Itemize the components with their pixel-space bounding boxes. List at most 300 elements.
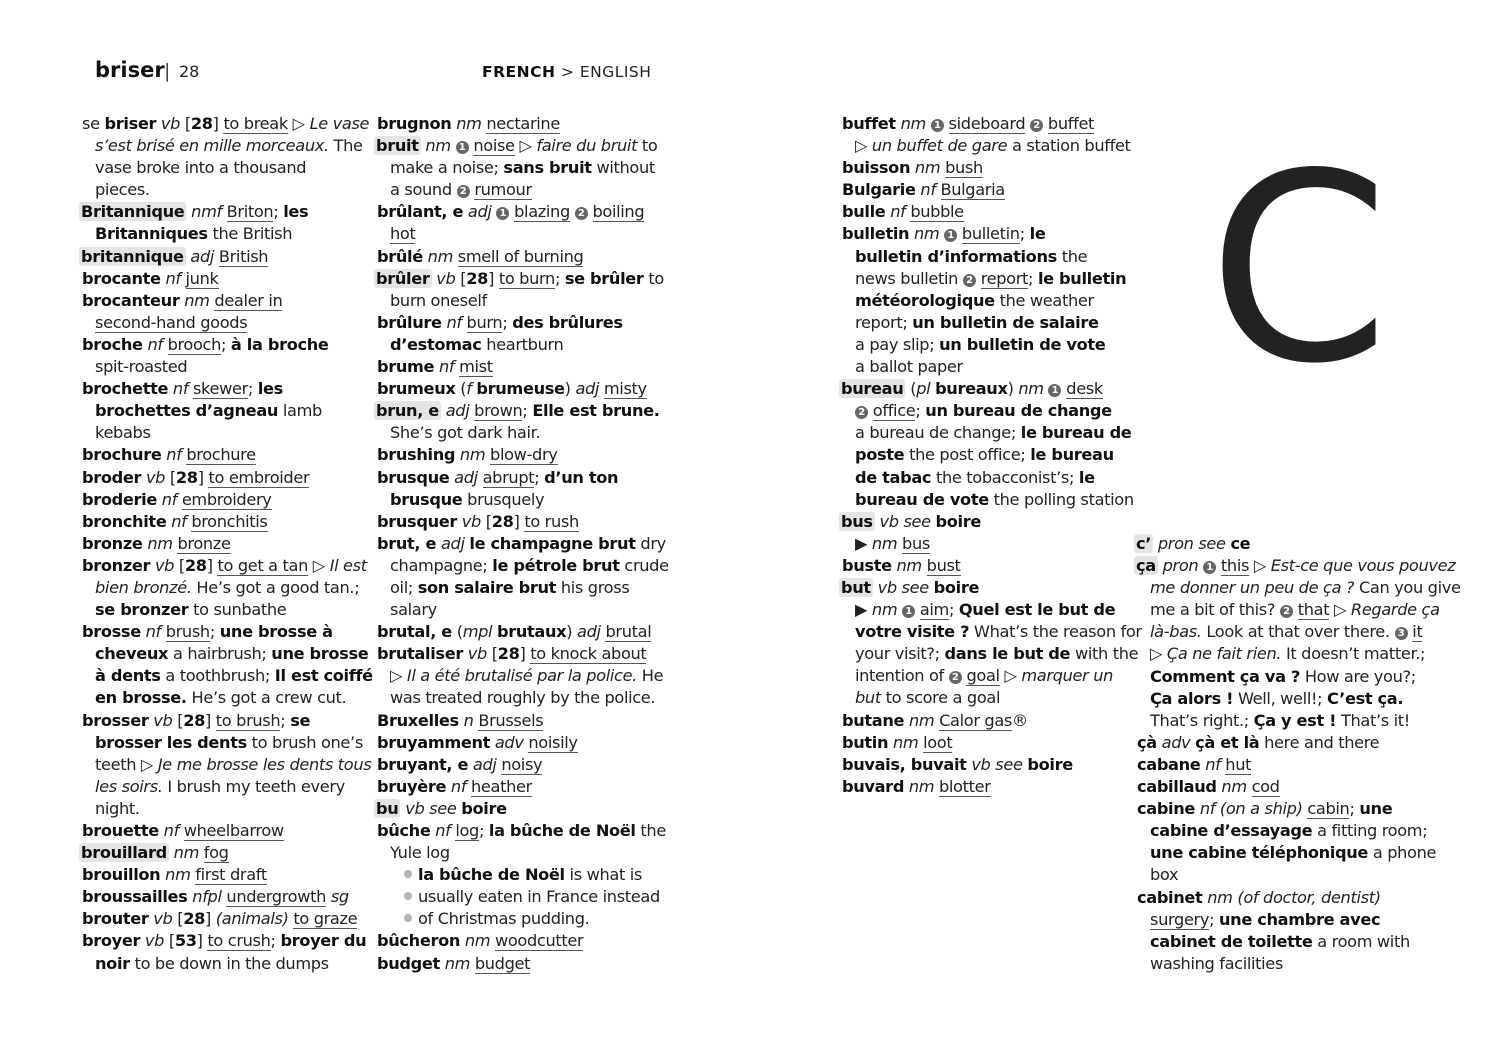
- headword: se: [290, 710, 311, 730]
- section-letter: C: [1208, 119, 1390, 421]
- translation: bronchitis: [191, 511, 268, 531]
- entry-line: [842, 201, 1142, 223]
- entry-line: [377, 467, 669, 489]
- headword: le champagne brut: [469, 533, 636, 553]
- headword: la bûche de Noël: [418, 865, 565, 885]
- entries-column-2: [377, 113, 669, 975]
- entry-line: [377, 599, 669, 621]
- entry-text: [: [168, 931, 175, 951]
- grammar-label: un buffet de gare: [871, 136, 1008, 156]
- translation: to rush: [524, 511, 579, 531]
- sense-number-icon: 1: [902, 605, 915, 618]
- grammar-label: vb see: [400, 798, 462, 818]
- entry-line: [82, 842, 373, 864]
- entry-text: ▷: [287, 114, 310, 133]
- sense-number-icon: 1: [931, 119, 944, 132]
- entry-line: [377, 334, 669, 356]
- headword: brochette: [82, 379, 169, 399]
- grammar-label: Regarde ça: [1350, 600, 1440, 620]
- entry-text: ;: [209, 622, 220, 642]
- entry-text: ;: [1349, 799, 1360, 819]
- translation: junk: [185, 268, 219, 288]
- headword: brushing: [377, 445, 456, 465]
- translation: bronze: [177, 533, 231, 553]
- entry-text: night.: [95, 798, 140, 818]
- grammar-label: nm: [439, 953, 475, 973]
- entry-line: [842, 754, 1142, 776]
- entry-text: ): [1007, 379, 1019, 399]
- entry-line: [377, 290, 669, 312]
- entry-text: salary: [390, 600, 437, 620]
- entry-text: ▷: [1249, 556, 1271, 576]
- translation: mist: [459, 357, 493, 377]
- translation: to embroider: [208, 467, 310, 487]
- headword: broder: [82, 467, 142, 487]
- entry-line: [842, 489, 1142, 511]
- entry-line: [377, 511, 669, 533]
- headword: 28: [183, 710, 206, 730]
- headword: broche: [82, 334, 143, 354]
- grammar-label: nm: [179, 290, 215, 310]
- grammar-label: nm: [891, 555, 927, 575]
- sense-number-icon: 2: [963, 274, 976, 287]
- highlighted-headword: brouillard: [81, 843, 167, 863]
- entry-text: the tobacconist’s;: [931, 467, 1079, 487]
- entry-text: burn oneself: [390, 290, 487, 310]
- entry-text: dry: [635, 533, 666, 553]
- grammar-label: adj: [440, 401, 475, 421]
- highlighted-headword: bruit: [376, 136, 419, 156]
- grammar-label: s’est brisé en mille morceaux.: [95, 136, 329, 156]
- headword: le bulletin: [1037, 268, 1127, 288]
- headword: budget: [377, 953, 440, 973]
- grammar-label: mpl: [462, 622, 497, 642]
- entry-line: [82, 643, 373, 665]
- entry-text: ;: [554, 268, 565, 288]
- grammar-label: sg: [326, 887, 349, 907]
- headword: bureaux: [935, 379, 1008, 399]
- entry-line: [377, 754, 669, 776]
- entry-line: [377, 886, 669, 908]
- entry-line: [842, 776, 1142, 798]
- sense-number-icon: 1: [1048, 384, 1061, 397]
- headword: noir: [95, 953, 130, 973]
- entry-line: [1137, 599, 1461, 621]
- entry-line: [377, 422, 669, 444]
- highlighted-headword: c’: [1136, 534, 1152, 553]
- entry-line: [842, 157, 1142, 179]
- grammar-label: vb see: [966, 754, 1028, 774]
- entry-text: [588, 202, 593, 221]
- note-bullet: [404, 914, 412, 922]
- sense-number-icon: 3: [1395, 627, 1408, 640]
- entry-text: the polling station: [988, 489, 1134, 509]
- translation: report: [980, 268, 1029, 288]
- entry-text: ;: [522, 401, 533, 421]
- grammar-label: (animals): [215, 909, 294, 929]
- entry-text: lamb: [278, 401, 322, 421]
- grammar-label: nf: [158, 821, 184, 840]
- grammar-label: Ça ne fait rien.: [1166, 644, 1282, 664]
- grammar-label: nm: [451, 114, 487, 133]
- entry-line: [842, 135, 1142, 157]
- translation: embroidery: [181, 489, 272, 509]
- entry-text: champagne;: [390, 555, 493, 575]
- headword: broderie: [82, 489, 157, 509]
- headword: 53: [174, 931, 197, 951]
- entry-line: [82, 798, 373, 820]
- entry-text: to: [643, 268, 664, 288]
- entry-text: [944, 114, 949, 133]
- translation: to get a tan: [217, 555, 308, 575]
- translation: noise: [473, 136, 515, 156]
- entry-text: a sound: [390, 180, 457, 200]
- translation: aim: [919, 600, 949, 620]
- headword: buste: [842, 555, 892, 575]
- headword: bûcheron: [377, 931, 461, 951]
- grammar-label: nm: [871, 600, 903, 620]
- entry-line: [842, 665, 1142, 687]
- entry-line: [842, 577, 1142, 599]
- entry-line: [377, 113, 669, 135]
- grammar-label: nf: [1200, 754, 1226, 774]
- entry-text: ]: [513, 511, 525, 531]
- entry-line: [842, 710, 1142, 732]
- entry-text: the British: [207, 224, 293, 244]
- entry-text: usually eaten in France instead: [418, 887, 660, 907]
- headword: bronchite: [82, 511, 167, 531]
- translation: undergrowth: [226, 887, 327, 907]
- grammar-label: nf: [156, 489, 182, 509]
- entry-line: [377, 643, 669, 665]
- translation: rumour: [474, 180, 532, 200]
- entry-line: [377, 908, 669, 930]
- entry-text: [976, 269, 981, 288]
- translation: goal: [966, 666, 1000, 686]
- entry-line: [82, 776, 373, 798]
- headword: butin: [842, 732, 889, 752]
- translation: misty: [603, 379, 647, 399]
- entry-line: [82, 577, 373, 599]
- entry-text: ;: [1028, 268, 1038, 288]
- translation: noisily: [528, 732, 578, 752]
- entry-line: [842, 290, 1142, 312]
- highlighted-headword: brun, e: [376, 401, 439, 421]
- entry-text: It doesn’t matter.;: [1281, 644, 1426, 664]
- translation: hot: [390, 224, 416, 244]
- entry-text: pieces.: [95, 180, 150, 200]
- entry-text: spit-roasted: [95, 357, 188, 377]
- entry-line: [377, 798, 669, 820]
- entry-line: [1137, 577, 1461, 599]
- grammar-label: adj: [577, 622, 606, 642]
- entry-line: [842, 643, 1142, 665]
- headword: çà et là: [1195, 732, 1260, 752]
- entry-line: [82, 223, 373, 245]
- headword: brosse: [82, 622, 141, 642]
- grammar-label: les soirs.: [95, 776, 163, 796]
- entry-line: [82, 754, 373, 776]
- headword: en brosse.: [95, 688, 187, 708]
- headword: briser: [104, 114, 157, 133]
- grammar-label: nm: [422, 246, 458, 266]
- translation: cabin: [1307, 799, 1350, 819]
- entry-text: ]: [488, 268, 499, 288]
- grammar-label: vb: [140, 931, 169, 951]
- headword: bruyant, e: [377, 754, 469, 774]
- entry-text: intention of: [855, 666, 949, 686]
- entry-line: [1137, 643, 1461, 665]
- entry-text: ;: [221, 334, 231, 354]
- headword: les: [283, 202, 309, 222]
- entry-text: ]: [205, 909, 216, 929]
- entry-line: [377, 687, 669, 709]
- grammar-label: nf: [915, 180, 941, 200]
- translation: bulletin: [961, 224, 1020, 244]
- entry-text: That’s right.;: [1150, 710, 1254, 730]
- entry-text: a ballot paper: [855, 357, 963, 377]
- entry-line: [842, 422, 1142, 444]
- grammar-label: nf: [430, 821, 456, 840]
- headword: d’estomac: [390, 334, 482, 354]
- grammar-label: f: [466, 379, 477, 399]
- highlighted-headword: bus: [841, 511, 873, 531]
- translation: wheelbarrow: [183, 821, 284, 840]
- grammar-label: nm: [910, 158, 946, 178]
- entry-line: [82, 489, 373, 511]
- headword: bulletin: [842, 224, 910, 244]
- sense-number-icon: 2: [575, 207, 588, 220]
- entry-text: ;: [502, 312, 513, 332]
- entry-line: [1137, 842, 1461, 864]
- grammar-label: me donner un peu de ça ?: [1150, 578, 1355, 598]
- entry-text: ▷: [1150, 644, 1167, 664]
- headword: 28: [497, 644, 520, 664]
- grammar-label: nm: [895, 114, 931, 133]
- entry-text: ): [566, 622, 578, 642]
- entry-line: [1137, 864, 1461, 886]
- entry-line: [82, 157, 373, 179]
- headword: Bruxelles: [377, 710, 459, 730]
- headword: cabine d’essayage: [1150, 821, 1313, 841]
- entry-line: [842, 334, 1142, 356]
- highlighted-headword: britannique: [81, 246, 184, 266]
- headword: buffet: [842, 114, 896, 133]
- entry-text: a station buffet: [1007, 136, 1131, 156]
- entry-line: [82, 312, 373, 334]
- entry-text: Can you give: [1354, 578, 1461, 598]
- entry-line: [82, 953, 373, 975]
- grammar-label: adj: [468, 754, 502, 774]
- grammar-label: nm: [904, 710, 940, 730]
- headword: de tabac: [855, 467, 932, 487]
- entry-text: box: [1150, 865, 1179, 885]
- grammar-label: adj: [185, 246, 219, 266]
- entry-text: Yule log: [390, 843, 450, 863]
- entry-text: ;: [1209, 909, 1219, 929]
- entry-line: [1137, 732, 1461, 754]
- grammar-label: nf: [161, 445, 187, 465]
- sense-number-icon: 1: [1203, 561, 1216, 574]
- grammar-label: adj: [463, 202, 497, 222]
- entry-text: here and there: [1259, 732, 1380, 752]
- translation: desk: [1066, 379, 1103, 399]
- entries-column-3: [842, 113, 1142, 798]
- translation: Brussels: [478, 710, 544, 730]
- translation: brooch: [167, 334, 222, 354]
- entry-line: [82, 113, 373, 135]
- grammar-label: pron: [1157, 556, 1204, 576]
- entry-text: (: [451, 622, 463, 642]
- entry-line: [82, 356, 373, 378]
- highlighted-headword: brûler: [376, 268, 430, 288]
- lang-from: FRENCH: [482, 63, 556, 81]
- translation: Calor gas: [939, 710, 1013, 730]
- grammar-label: nm: [420, 136, 456, 156]
- entry-line: [82, 665, 373, 687]
- entry-text: a pay slip;: [855, 334, 940, 354]
- entries-column-4: [1137, 533, 1461, 975]
- entry-line: [82, 820, 373, 842]
- headword: cabine: [1137, 799, 1196, 819]
- entry-text: ;: [948, 600, 959, 620]
- headword: boire: [1027, 754, 1073, 774]
- headword: la bûche de Noël: [488, 821, 636, 840]
- entry-line: [842, 511, 1142, 533]
- translation: log: [455, 821, 479, 840]
- grammar-label: vb: [148, 909, 178, 929]
- headword: cabinet: [1137, 887, 1203, 907]
- entry-text: ]: [205, 710, 216, 730]
- entry-line: [82, 732, 373, 754]
- entry-text: ▷: [855, 136, 872, 156]
- entry-line: [842, 687, 1142, 709]
- grammar-label: nf: [441, 312, 467, 332]
- headword: çà: [1137, 732, 1157, 752]
- grammar-label: nm: [160, 865, 196, 885]
- entry-text: ;: [478, 821, 489, 840]
- translation: bus: [902, 533, 930, 553]
- entry-line: [842, 378, 1142, 400]
- translation: to burn: [498, 268, 555, 288]
- headword: Comment ça va ?: [1150, 666, 1301, 686]
- entry-line: [1137, 754, 1461, 776]
- entry-text: a bureau de change;: [855, 423, 1021, 443]
- entry-line: [1137, 953, 1461, 975]
- entry-line: [377, 135, 669, 157]
- translation: budget: [474, 953, 531, 973]
- grammar-label: nm: [1018, 379, 1049, 399]
- entry-text: ▷: [514, 136, 537, 156]
- entry-text: [: [169, 467, 176, 487]
- translation: boiling: [592, 202, 645, 222]
- grammar-label: nm (of doctor, dentist): [1202, 887, 1381, 907]
- entry-text: [: [178, 555, 185, 575]
- translation: blow-dry: [490, 445, 558, 465]
- translation: to crush: [207, 931, 271, 951]
- entry-text: to sunbathe: [188, 600, 287, 620]
- entry-text: ;: [1019, 224, 1030, 244]
- headword: brouette: [82, 821, 159, 840]
- entry-line: [377, 665, 669, 687]
- headword: brusquer: [377, 511, 458, 531]
- entry-text: kebabs: [95, 423, 151, 443]
- headword: à dents: [95, 666, 161, 686]
- headword: le bureau: [1030, 445, 1114, 465]
- headword: le bureau de: [1020, 423, 1132, 443]
- headword: 28: [491, 511, 514, 531]
- entry-line: [1137, 820, 1461, 842]
- entry-text: ▷: [1329, 600, 1351, 620]
- translation: buffet: [1047, 114, 1095, 133]
- entry-text: He: [636, 666, 664, 686]
- translation: office: [872, 401, 916, 421]
- entry-line: [1137, 688, 1461, 710]
- grammar-label: Il a été brutalisé par la police.: [406, 666, 637, 686]
- headword: brochure: [82, 445, 162, 465]
- entry-text: with the: [1070, 644, 1139, 664]
- grammar-label: vb: [462, 644, 492, 664]
- headword: les: [257, 379, 283, 399]
- entry-line: [82, 930, 373, 952]
- entry-line: [82, 444, 373, 466]
- entry-line: [1137, 621, 1461, 643]
- entry-line: [82, 511, 373, 533]
- translation: brown: [474, 401, 523, 421]
- headword: des brûlures: [512, 312, 623, 332]
- entry-text: ;: [534, 467, 545, 487]
- headword: broyer du: [280, 931, 367, 951]
- entry-line: [842, 533, 1142, 555]
- entry-text: [: [184, 114, 191, 133]
- translation: sideboard: [948, 114, 1026, 133]
- grammar-label: vb: [141, 467, 170, 487]
- entry-text: ▷: [307, 555, 330, 575]
- grammar-label: vb: [150, 555, 179, 575]
- translation: to break: [223, 114, 288, 133]
- entry-text: ;: [270, 931, 281, 951]
- note-bullet: [404, 870, 412, 878]
- entry-text: heartburn: [481, 334, 564, 354]
- grammar-label: nm: [460, 931, 495, 951]
- grammar-label: Le vase: [309, 114, 370, 133]
- grammar-label: vb: [457, 511, 486, 531]
- entry-line: [377, 820, 669, 842]
- translation: brush: [165, 622, 210, 642]
- entry-line: [377, 577, 669, 599]
- grammar-label: nmf: [186, 202, 227, 222]
- entry-line: [82, 135, 373, 157]
- headword: un bulletin de salaire: [912, 312, 1099, 332]
- headword: poste: [855, 445, 905, 465]
- sense-number-icon: 2: [949, 671, 962, 684]
- headword: boire: [935, 511, 982, 531]
- headword: boire: [461, 798, 507, 818]
- headword: broyer: [82, 931, 141, 951]
- entry-line: [82, 687, 373, 709]
- entry-text: ▶: [855, 533, 872, 553]
- entry-text: Well, well!;: [1233, 688, 1328, 708]
- header-separator: |: [164, 60, 171, 82]
- entry-line: [82, 555, 373, 577]
- entry-text: a phone: [1368, 843, 1437, 863]
- grammar-label: nf: [885, 202, 911, 222]
- entry-text: without: [591, 158, 655, 178]
- headword: votre visite ?: [855, 622, 970, 642]
- headword: un bureau de change: [925, 401, 1112, 421]
- entry-line: [82, 710, 373, 732]
- translation: second-hand goods: [95, 312, 248, 332]
